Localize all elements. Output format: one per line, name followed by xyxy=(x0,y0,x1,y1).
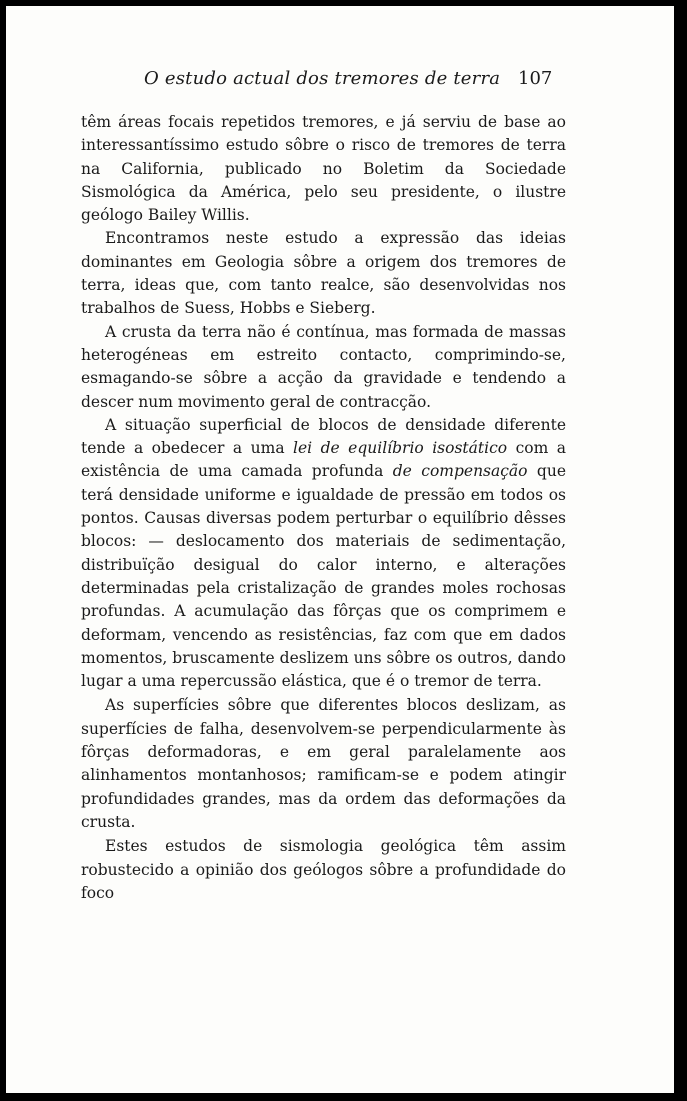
paragraph-4-part-2: com a existência de uma camada profunda xyxy=(81,439,566,481)
paragraph-2: Encontramos neste estudo a expressão das ideias dominantes em Geologia sôbre a origem dos tremores de terra, ideas que, com tanto realce, são desenvolvidas nos trabalhos de Suess, Hobbs e Sieberg. xyxy=(81,229,566,318)
paragraph-1: têm áreas focais repetidos tremores, e já serviu de base ao interessantíssimo estudo sôbre o risco de tremores de terra na California, publicado no Boletim da Sociedade Sismológica da América, pelo seu presidente, o ilustre geólogo Bailey Willis. xyxy=(81,113,566,225)
page-number: 107 xyxy=(518,68,553,89)
running-title: O estudo actual dos tremores de terra xyxy=(144,68,501,89)
page-header xyxy=(6,68,674,98)
book-page xyxy=(6,6,674,1093)
paragraph-6: Estes estudos de sismologia geológica têm assim robustecido a opinião dos geólogos sôbre a profundidade do foco xyxy=(81,837,566,902)
paragraph-5: As superfícies sôbre que diferentes blocos deslizam, as superfícies de falha, desenvolvem-se perpendicularmente às fôrças deformadoras, e em geral paralelamente aos alinhamentos montanhosos; ramificam-se e podem atingir profundidades grandes, mas da ordem das deformações da crusta. xyxy=(81,696,566,831)
paragraph-3: A crusta da terra não é contínua, mas formada de massas heterogéneas em estreito contacto, comprimindo-se, esmagando-se sôbre a acção da gravidade e tendendo a descer num movimento geral de contracção. xyxy=(81,322,566,411)
paragraph-4-part-1: A situação superficial de blocos de densidade diferente tende a obedecer a uma xyxy=(81,415,566,458)
body-text xyxy=(81,111,566,905)
paragraph-4-italic-2: de compensação xyxy=(392,462,528,481)
paragraph-4-part-3: que terá densidade uniforme e igualdade de pressão em todos os pontos. Causas diversas podem perturbar o equilíbrio dêsses blocos: — deslocamento dos materiais de sedimentação, distribuïção desigual do calor interno, e alterações determinadas pela cristalização de grandes moles rochosas profundas. A acumulação das fôrças que os comprimem e deformam, vencendo as resistências, faz com que em dados momentos, bruscamente deslizem uns sôbre os outros, dando lugar a uma repercussão elástica, que é o tremor de terra. xyxy=(81,462,566,691)
paragraph-4 xyxy=(81,414,566,694)
paragraph-4-italic-1: lei de equilíbrio isostático xyxy=(293,439,508,458)
